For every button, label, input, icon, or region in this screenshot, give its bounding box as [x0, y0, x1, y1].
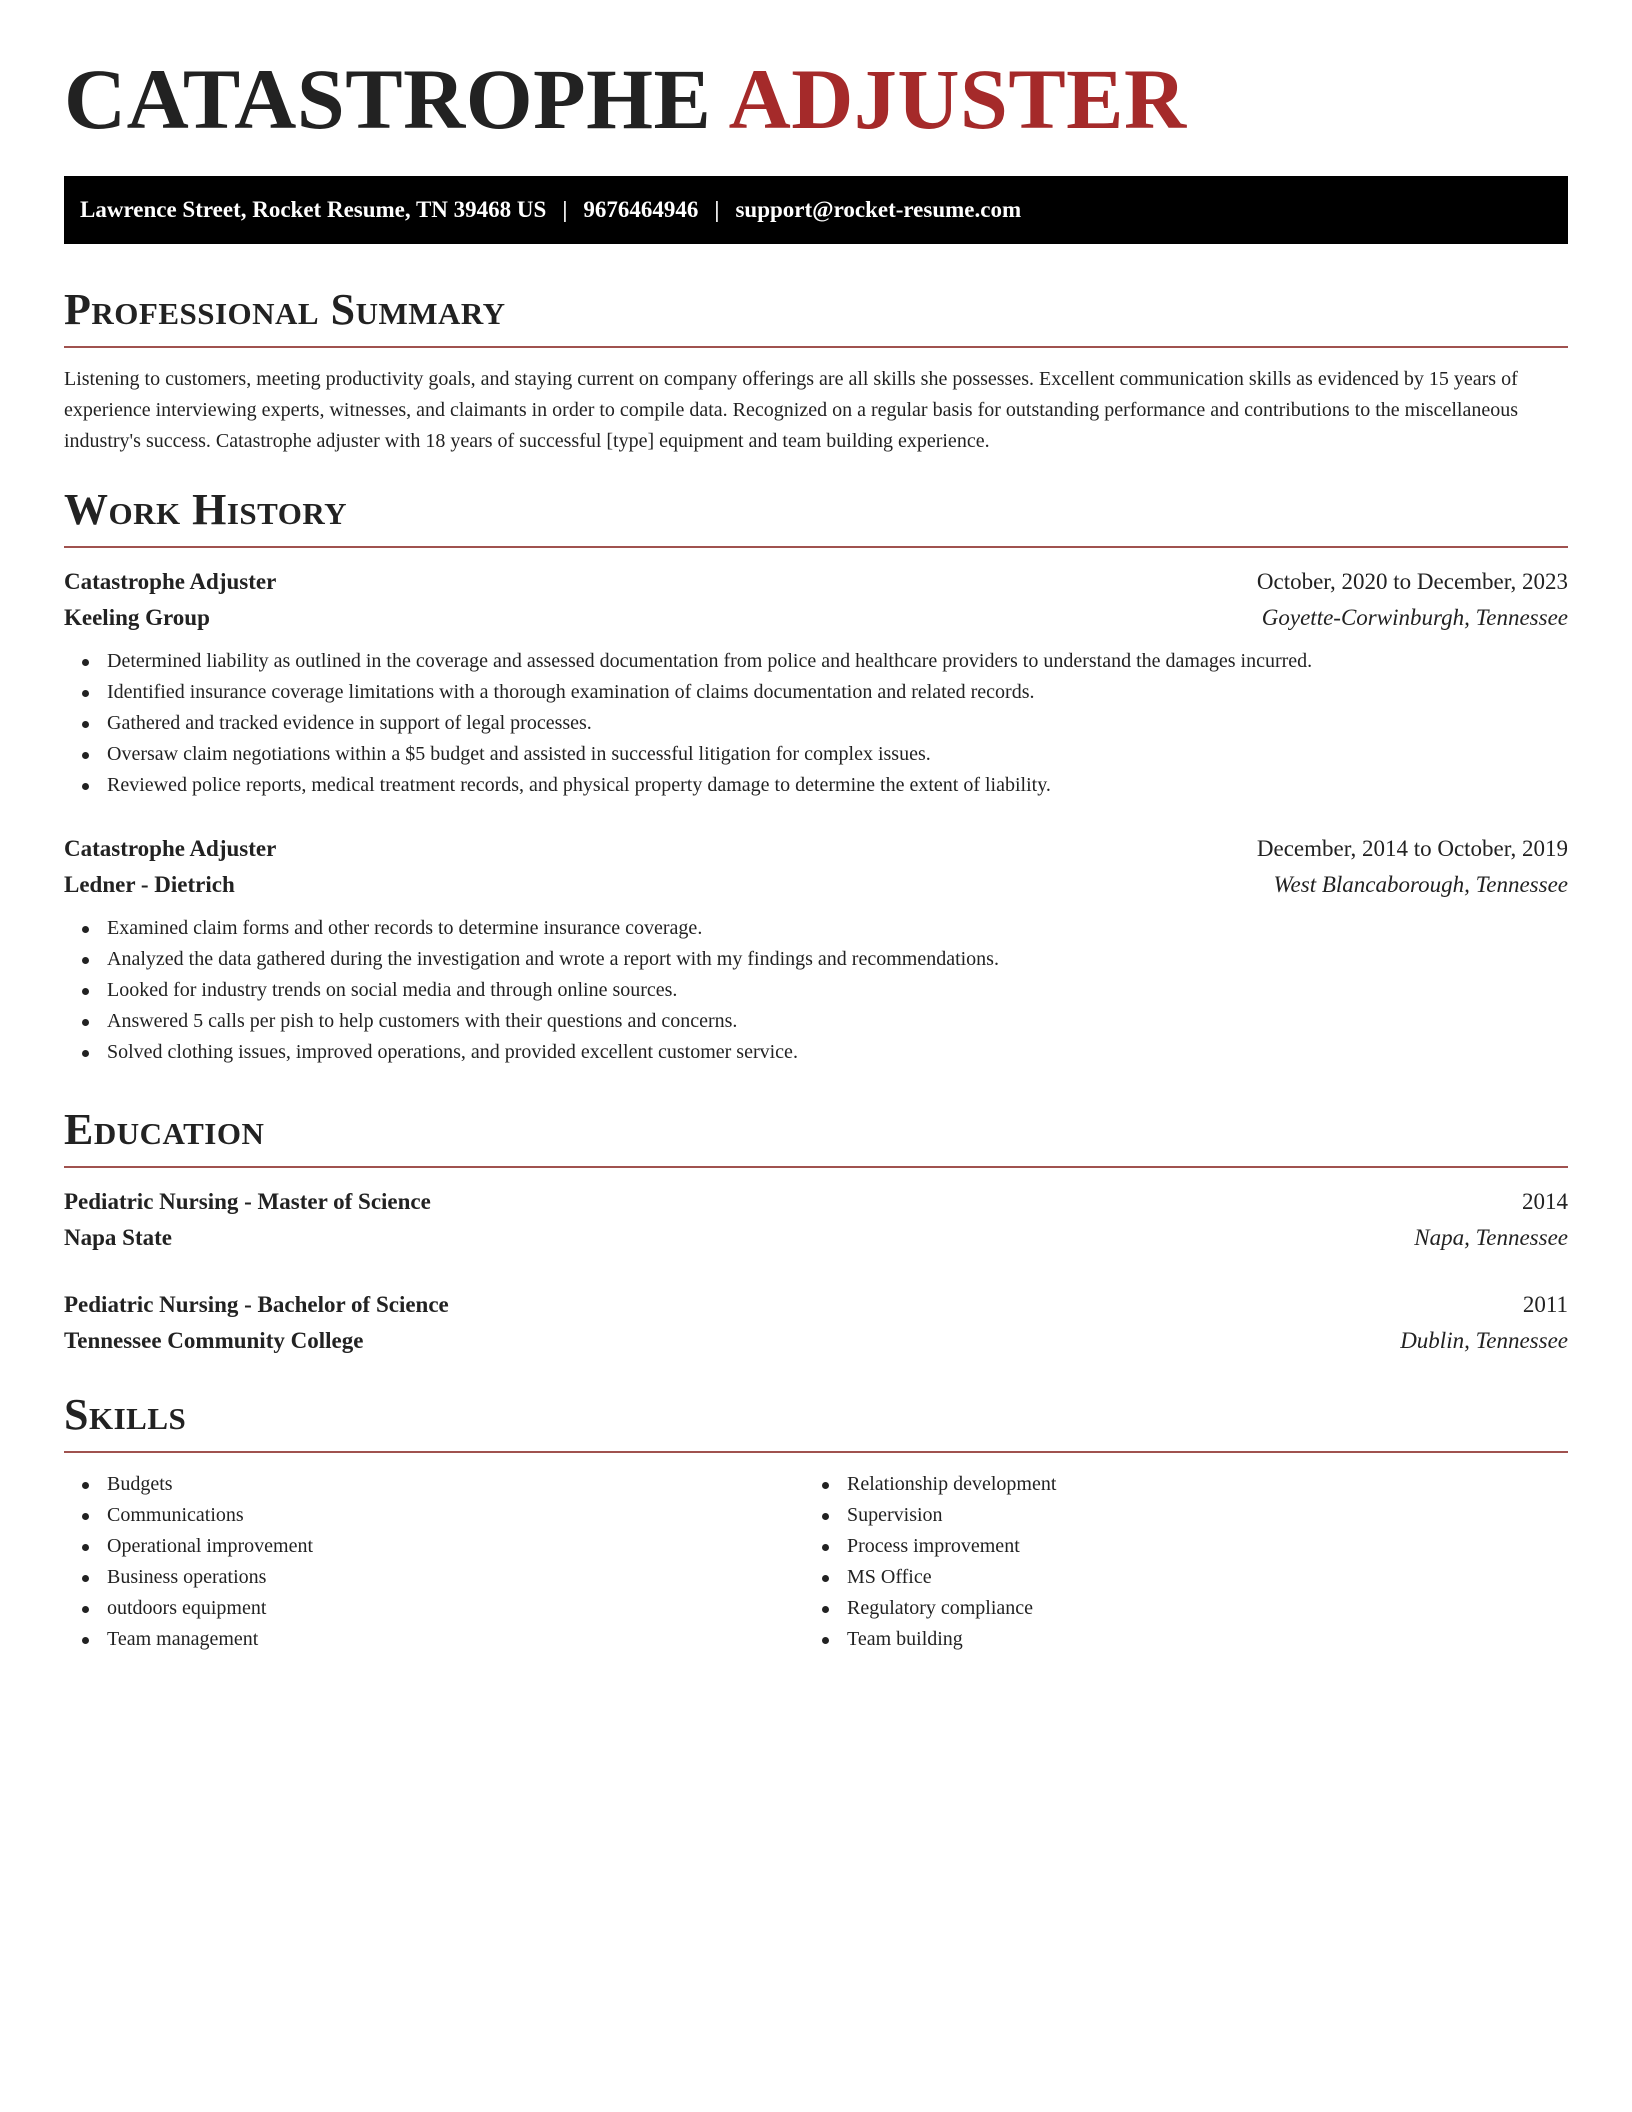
job-company: Ledner - Dietrich — [64, 872, 235, 897]
job-bullets — [64, 646, 1568, 801]
job-company: Keeling Group — [64, 605, 210, 630]
skills-list-right — [804, 1469, 1544, 1655]
skill-item: Team management — [64, 1624, 804, 1655]
summary-heading: Professional Summary — [64, 285, 506, 334]
skill-item: Communications — [64, 1500, 804, 1531]
education-school: Napa State — [64, 1225, 172, 1250]
job-bullet: Examined claim forms and other records to determine insurance coverage. — [64, 913, 1568, 944]
skill-item: Process improvement — [804, 1531, 1544, 1562]
job-bullet: Oversaw claim negotiations within a $5 budget and assisted in successful litigation for complex issues. — [64, 739, 1568, 770]
skills-heading: Skills — [64, 1390, 187, 1439]
job-title: Catastrophe Adjuster — [64, 569, 277, 594]
job-bullet: Reviewed police reports, medical treatment records, and physical property damage to determine the extent of liability. — [64, 770, 1568, 801]
contact-email[interactable]: support@rocket-resume.com — [735, 197, 1022, 222]
contact-separator: | — [714, 197, 720, 222]
job-bullet: Analyzed the data gathered during the investigation and wrote a report with my findings and recommendations. — [64, 944, 1568, 975]
education-location: Dublin, Tennessee — [1400, 1328, 1568, 1353]
section-divider — [64, 1451, 1568, 1453]
contact-bar — [64, 176, 1568, 244]
name-first: CATASTROPHE — [64, 51, 712, 147]
education-degree: Pediatric Nursing - Bachelor of Science — [64, 1292, 449, 1317]
education-school: Tennessee Community College — [64, 1328, 364, 1353]
skill-item: Business operations — [64, 1562, 804, 1593]
skill-item: outdoors equipment — [64, 1593, 804, 1624]
education-heading: Education — [64, 1105, 265, 1154]
job-entry — [64, 831, 1568, 1068]
education-entry — [64, 1184, 1568, 1256]
job-bullet: Solved clothing issues, improved operations, and provided excellent customer service. — [64, 1037, 1568, 1068]
contact-address: Lawrence Street, Rocket Resume, TN 39468 US — [80, 197, 547, 222]
job-title: Catastrophe Adjuster — [64, 836, 277, 861]
work-history-heading: Work History — [64, 485, 348, 534]
summary-section — [64, 285, 1568, 457]
education-degree: Pediatric Nursing - Master of Science — [64, 1189, 431, 1214]
job-bullet: Identified insurance coverage limitations with a thorough examination of claims documentation and related records. — [64, 677, 1568, 708]
job-bullet: Gathered and tracked evidence in support of legal processes. — [64, 708, 1568, 739]
skill-item: Regulatory compliance — [804, 1593, 1544, 1624]
skills-columns — [64, 1469, 1568, 1655]
candidate-name — [64, 51, 1187, 147]
contact-phone[interactable]: 9676464946 — [583, 197, 699, 222]
section-divider — [64, 1166, 1568, 1168]
skill-item: MS Office — [804, 1562, 1544, 1593]
contact-separator: | — [562, 197, 568, 222]
skill-item: Relationship development — [804, 1469, 1544, 1500]
job-entry — [64, 564, 1568, 801]
job-bullet: Answered 5 calls per pish to help customers with their questions and concerns. — [64, 1006, 1568, 1037]
education-year: 2011 — [1522, 1292, 1568, 1317]
job-bullet: Determined liability as outlined in the coverage and assessed documentation from police and healthcare providers to understand the damages incurred. — [64, 646, 1568, 677]
skill-item: Supervision — [804, 1500, 1544, 1531]
job-bullet: Looked for industry trends on social media and through online sources. — [64, 975, 1568, 1006]
education-year: 2014 — [1522, 1189, 1568, 1214]
work-history-section — [64, 485, 1568, 1068]
education-section — [64, 1105, 1568, 1359]
skill-item: Operational improvement — [64, 1531, 804, 1562]
skill-item: Budgets — [64, 1469, 804, 1500]
education-location: Napa, Tennessee — [1414, 1225, 1568, 1250]
job-dates: October, 2020 to December, 2023 — [1256, 569, 1568, 594]
section-divider — [64, 546, 1568, 548]
section-divider — [64, 346, 1568, 348]
education-entry — [64, 1287, 1568, 1359]
skills-list-left — [64, 1469, 804, 1655]
job-bullets — [64, 913, 1568, 1068]
summary-text: Listening to customers, meeting productivity goals, and staying current on company offerings are all skills she possesses. Excellent communication skills as evidenced by 15 years of experience interviewing experts, witnesses, and claimants in order to compile data. Recognized on a regular basis for outstanding performance and contributions to the miscellaneous industry's success. Catastrophe adjuster with 18 years of successful [type] equipment and team building experience. — [64, 368, 1518, 452]
name-last: ADJUSTER — [728, 51, 1187, 147]
job-location: Goyette-Corwinburgh, Tennessee — [1261, 605, 1568, 630]
skills-section — [64, 1390, 1568, 1655]
job-location: West Blancaborough, Tennessee — [1273, 872, 1568, 897]
job-dates: December, 2014 to October, 2019 — [1256, 836, 1568, 861]
skill-item: Team building — [804, 1624, 1544, 1655]
